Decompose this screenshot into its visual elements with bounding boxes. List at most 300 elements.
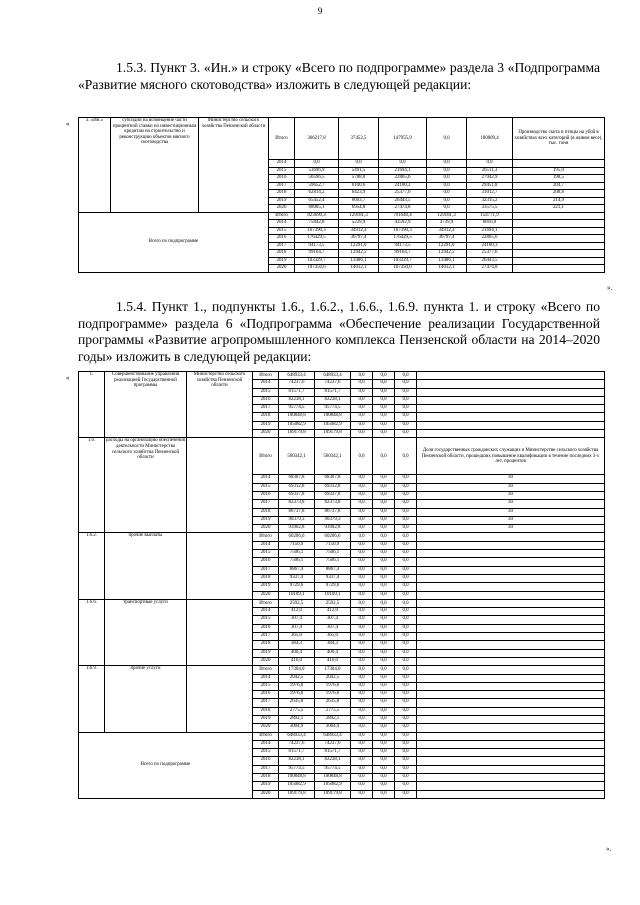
amount-cell: 0,0 xyxy=(395,616,417,624)
page-number: 9 xyxy=(317,6,323,16)
indicator-value-cell xyxy=(513,220,605,228)
amount-cell: 0,0 xyxy=(373,749,395,757)
item-number-cell: 1.6.9. xyxy=(79,666,105,732)
amount-cell: 0,0 xyxy=(351,475,373,483)
indicator-value-cell xyxy=(417,633,605,641)
amount-cell: 82238,1 xyxy=(279,757,315,765)
amount-cell: 0,0 xyxy=(351,550,373,558)
amount-cell: 0,0 xyxy=(351,438,373,475)
year-cell: 2018 xyxy=(269,250,295,258)
amount-cell: 0,0 xyxy=(395,525,417,533)
executor-cell xyxy=(187,533,253,599)
amount-cell: 0,0 xyxy=(427,190,467,198)
amount-cell: 26511,3 xyxy=(467,167,513,175)
amount-cell: 176429,5 xyxy=(379,235,427,243)
amount-cell: 0,0 xyxy=(395,483,417,491)
year-cell: 2015 xyxy=(253,483,279,491)
amount-cell: 2892,1 xyxy=(315,715,351,723)
table1-open-quote: « xyxy=(66,120,70,128)
year-cell: 2018 xyxy=(269,190,295,198)
amount-cell: 0,0 xyxy=(395,641,417,649)
amount-cell: 81571,7 xyxy=(315,388,351,396)
indicator-value-cell xyxy=(417,657,605,665)
amount-cell: 0,0 xyxy=(351,657,373,665)
amount-cell: 129181,3 xyxy=(339,212,379,220)
amount-cell: 0,0 xyxy=(351,699,373,707)
item-name-cell: субсидии на возмещение части процентной ставки по инвестиционным кредитам на строительство и реконструкцию объектов мясного скотоводства xyxy=(111,118,199,213)
indicator-value-cell xyxy=(417,599,605,607)
amount-cell: 60206,6 xyxy=(279,533,315,541)
amount-cell: 0,0 xyxy=(351,616,373,624)
amount-cell: 60206,6 xyxy=(315,533,351,541)
year-cell: 2016 xyxy=(253,396,279,404)
amount-cell: 0,0 xyxy=(427,205,467,213)
year-cell: 2017 xyxy=(269,242,295,250)
year-cell: 2016 xyxy=(253,757,279,765)
amount-cell: 36797,4 xyxy=(427,235,467,243)
amount-cell: 0,0 xyxy=(351,757,373,765)
amount-cell: 0,0 xyxy=(373,699,395,707)
year-cell: Итого xyxy=(253,732,279,740)
item-number-cell: 1.6.6. xyxy=(79,599,105,665)
amount-cell: 0,0 xyxy=(427,118,467,160)
amount-cell: 154771,9 xyxy=(467,212,513,220)
indicator-value-cell: 30 xyxy=(417,500,605,508)
amount-cell: 33575,5 xyxy=(467,205,513,213)
amount-cell: 0,0 xyxy=(395,691,417,699)
indicator-value-cell: 204,7 xyxy=(513,182,605,190)
amount-cell: 34912,3 xyxy=(339,227,379,235)
year-cell: Итого xyxy=(253,599,279,607)
amount-cell: 0,0 xyxy=(395,516,417,524)
amount-cell: 167390,3 xyxy=(379,227,427,235)
amount-cell: 82238,1 xyxy=(315,757,351,765)
indicator-value-cell: 198,5 xyxy=(513,175,605,183)
amount-cell: 2775,5 xyxy=(315,707,351,715)
amount-cell: 0,0 xyxy=(373,583,395,591)
year-cell: 2019 xyxy=(253,421,279,429)
item-name-cell: прочие услуги xyxy=(105,666,187,732)
amount-cell: 0,0 xyxy=(351,649,373,657)
amount-cell: 94173,5 xyxy=(295,242,339,250)
amount-cell: 560342,1 xyxy=(315,438,351,475)
year-cell: 2017 xyxy=(253,765,279,773)
amount-cell: 100848,8 xyxy=(315,413,351,421)
amount-cell: 0,0 xyxy=(351,633,373,641)
amount-cell: 8867,4 xyxy=(315,566,351,574)
amount-cell: 2592,5 xyxy=(279,599,315,607)
indicator-value-cell xyxy=(417,691,605,699)
amount-cell: 31012,7 xyxy=(467,190,513,198)
year-cell: 2016 xyxy=(253,491,279,499)
amount-cell: 7506,1 xyxy=(279,550,315,558)
amount-cell: 384,3 xyxy=(315,641,351,649)
amount-cell: 26443,5 xyxy=(379,197,427,205)
amount-cell: 0,0 xyxy=(351,380,373,388)
amount-cell: 0,0 xyxy=(373,657,395,665)
amount-cell: 0,0 xyxy=(351,533,373,541)
amount-cell: 0,0 xyxy=(351,396,373,404)
indicator-value-cell xyxy=(417,641,605,649)
indicator-value-cell xyxy=(513,250,605,258)
amount-cell: 0,0 xyxy=(395,558,417,566)
amount-cell: 105082,9 xyxy=(279,421,315,429)
amount-cell: 0,0 xyxy=(351,491,373,499)
amount-cell: 2042,5 xyxy=(279,674,315,682)
amount-cell: 0,0 xyxy=(395,430,417,438)
amount-cell: 0,0 xyxy=(373,599,395,607)
indicator-value-cell xyxy=(417,405,605,413)
amount-cell: 0,0 xyxy=(373,715,395,723)
amount-cell: 53696,9 xyxy=(295,167,339,175)
amount-cell: 0,0 xyxy=(351,674,373,682)
item-name-cell: прочие выплаты xyxy=(105,533,187,599)
amount-cell: 27474,8 xyxy=(379,205,427,213)
amount-cell: 0,0 xyxy=(351,740,373,748)
year-cell: 2018 xyxy=(253,508,279,516)
amount-cell: 823690,3 xyxy=(295,212,339,220)
amount-cell: 7506,1 xyxy=(315,558,351,566)
amount-cell: 0,0 xyxy=(373,624,395,632)
amendment-paragraph-1-5-4: 1.5.4. Пункт 1., подпункты 1.6., 1.6.2., 1.6.6., 1.6.9. пункта 1. и строку «Всего по подпрограмме» раздела 6 «Подпрограмма «Обеспечение реализации Государственной программы «Развитие агропромышленного комплекса Пензенской области на 2014–2020 годы» изложить в следующей редакции: xyxy=(78,299,600,364)
indicator-value-cell xyxy=(513,212,605,220)
amount-cell: 12942,5 xyxy=(427,250,467,258)
amount-cell: 0,0 xyxy=(351,682,373,690)
amount-cell: 0,0 xyxy=(395,533,417,541)
amount-cell: 0,0 xyxy=(395,682,417,690)
amount-cell: 1976,6 xyxy=(315,682,351,690)
item-name-cell: Совершенствование управления реализацией Государственной программы xyxy=(105,372,187,438)
amount-cell: 21694,1 xyxy=(467,227,513,235)
amount-cell: 10109,1 xyxy=(279,591,315,599)
amount-cell: 0,0 xyxy=(351,430,373,438)
indicator-value-cell xyxy=(417,558,605,566)
amount-cell: 0,0 xyxy=(373,616,395,624)
year-cell: 2014 xyxy=(253,380,279,388)
indicator-value-cell xyxy=(417,413,605,421)
amount-cell: 43592,9 xyxy=(379,220,427,228)
amount-cell: 68307,8 xyxy=(315,475,351,483)
amount-cell: 109179,8 xyxy=(279,430,315,438)
indicator-value-cell xyxy=(417,430,605,438)
amount-cell: 648933,4 xyxy=(279,372,315,380)
amount-cell: 36797,4 xyxy=(339,235,379,243)
amount-cell: 13486,1 xyxy=(427,257,467,265)
amount-cell: 12291,0 xyxy=(427,242,467,250)
amount-cell: 0,0 xyxy=(373,674,395,682)
amount-cell: 0,0 xyxy=(395,591,417,599)
amount-cell: 75842,8 xyxy=(295,220,339,228)
year-cell: 2017 xyxy=(253,500,279,508)
indicator-value-cell: 30 xyxy=(417,525,605,533)
indicator-value-cell xyxy=(417,624,605,632)
amount-cell: 0,0 xyxy=(395,724,417,732)
amount-cell: 32315,2 xyxy=(467,197,513,205)
amount-cell: 69337,8 xyxy=(279,491,315,499)
table-row xyxy=(79,118,605,160)
amount-cell: 167390,3 xyxy=(295,227,339,235)
table-program-implementation-subprogram xyxy=(78,371,605,799)
amount-cell: 0,0 xyxy=(351,591,373,599)
indicator-value-cell xyxy=(417,749,605,757)
amount-cell: 0,0 xyxy=(379,160,427,168)
indicator-value-cell: 195,0 xyxy=(513,167,605,175)
amount-cell: 176429,5 xyxy=(295,235,339,243)
indicator-value-cell xyxy=(417,649,605,657)
year-cell: 2019 xyxy=(269,257,295,265)
amount-cell: 27474,8 xyxy=(467,265,513,273)
amount-cell: 9729,6 xyxy=(279,583,315,591)
indicator-value-cell xyxy=(417,715,605,723)
amount-cell: 180809,4 xyxy=(467,118,513,160)
amount-cell: 0,0 xyxy=(373,483,395,491)
indicator-value-cell xyxy=(417,421,605,429)
amount-cell: 3004,9 xyxy=(315,724,351,732)
amount-cell: 56596,5 xyxy=(295,175,339,183)
amount-cell: 17304,0 xyxy=(315,666,351,674)
amount-cell: 0,0 xyxy=(351,508,373,516)
indicator-value-cell xyxy=(417,765,605,773)
amount-cell: 13486,1 xyxy=(339,257,379,265)
amount-cell: 22865,6 xyxy=(379,175,427,183)
item-name-cell: транспортные услуги xyxy=(105,599,187,665)
amount-cell: 0,0 xyxy=(395,765,417,773)
year-cell: 2020 xyxy=(269,265,295,273)
year-cell: 2019 xyxy=(253,782,279,790)
total-label-cell: Всего по подпрограмме xyxy=(79,212,269,272)
year-cell: 2020 xyxy=(253,724,279,732)
amount-cell: 0,0 xyxy=(351,732,373,740)
amount-cell: 307,4 xyxy=(315,616,351,624)
amount-cell: 14012,1 xyxy=(339,265,379,273)
amount-cell: 69312,8 xyxy=(279,483,315,491)
amount-cell: 9729,6 xyxy=(315,583,351,591)
table-row xyxy=(79,666,605,674)
amount-cell: 9337,4 xyxy=(315,574,351,582)
indicator-value-cell: 208,8 xyxy=(513,190,605,198)
amount-cell: 648933,4 xyxy=(315,732,351,740)
amount-cell: 0,0 xyxy=(373,774,395,782)
amount-cell: 109179,8 xyxy=(315,790,351,798)
amount-cell: 0,0 xyxy=(351,372,373,380)
amount-cell: 7150,9 xyxy=(315,541,351,549)
indicator-name-cell: Производство скота и птицы на убой в хозяйствах всех категорий (в живом весе), тыс. тонн xyxy=(513,118,605,160)
year-cell: 2015 xyxy=(269,167,295,175)
amendment-paragraph-1-5-3: 1.5.3. Пункт 3. «Ин.» и строку «Всего по подпрограмме» раздела 3 «Подпрограмма «Развитие мясного скотоводства» изложить в следующей редакции: xyxy=(78,60,600,92)
amount-cell: 105082,9 xyxy=(315,421,351,429)
table1-close-quote: ». xyxy=(607,284,613,292)
amount-cell: 0,0 xyxy=(351,541,373,549)
year-cell: 2015 xyxy=(253,749,279,757)
amount-cell: 0,0 xyxy=(351,707,373,715)
amount-cell: 103329,7 xyxy=(295,257,339,265)
indicator-value-cell xyxy=(417,666,605,674)
amount-cell: 5491,5 xyxy=(339,167,379,175)
indicator-value-cell xyxy=(417,782,605,790)
amount-cell: 0,0 xyxy=(395,396,417,404)
amount-cell: 8867,4 xyxy=(279,566,315,574)
year-cell: 2015 xyxy=(253,682,279,690)
amount-cell: 0,0 xyxy=(351,405,373,413)
amount-cell: 0,0 xyxy=(395,550,417,558)
year-cell: 2017 xyxy=(253,405,279,413)
year-cell: Итого xyxy=(269,118,295,160)
amount-cell: 0,0 xyxy=(373,541,395,549)
year-cell: 2014 xyxy=(253,541,279,549)
table-row xyxy=(79,212,605,220)
indicator-value-cell xyxy=(513,265,605,273)
amount-cell: 6693,7 xyxy=(339,197,379,205)
indicator-value-cell xyxy=(417,574,605,582)
amount-cell: 0,0 xyxy=(351,641,373,649)
table2-close-quote: ». xyxy=(606,845,612,853)
indicator-value-cell xyxy=(513,242,605,250)
amount-cell: 5788,0 xyxy=(339,175,379,183)
amount-cell: 82238,1 xyxy=(315,396,351,404)
amount-cell: 1976,6 xyxy=(279,682,315,690)
year-cell: 2020 xyxy=(253,430,279,438)
year-cell: 2020 xyxy=(253,525,279,533)
amount-cell: 0,0 xyxy=(373,566,395,574)
amount-cell: 0,0 xyxy=(427,160,467,168)
amount-cell: 2042,5 xyxy=(315,674,351,682)
indicator-value-cell xyxy=(417,550,605,558)
table-row xyxy=(79,599,605,607)
amount-cell: 2775,5 xyxy=(279,707,315,715)
year-cell: 2018 xyxy=(253,574,279,582)
indicator-value-cell xyxy=(513,257,605,265)
amount-cell: 86737,8 xyxy=(279,508,315,516)
amount-cell: 7506,1 xyxy=(279,558,315,566)
amount-cell: 0,0 xyxy=(373,508,395,516)
amount-cell: 0,0 xyxy=(395,566,417,574)
amount-cell: 0,0 xyxy=(395,421,417,429)
amount-cell: 0,0 xyxy=(395,649,417,657)
indicator-value-cell xyxy=(417,707,605,715)
amount-cell: 0,0 xyxy=(395,633,417,641)
year-cell: 2019 xyxy=(253,516,279,524)
year-cell: 2020 xyxy=(253,657,279,665)
amount-cell: 0,0 xyxy=(427,197,467,205)
item-number-cell: 3. «Ин.» xyxy=(79,118,111,213)
amount-cell: 7506,1 xyxy=(315,550,351,558)
year-cell: 2020 xyxy=(253,591,279,599)
amount-cell: 0,0 xyxy=(351,558,373,566)
amount-cell: 0,0 xyxy=(351,483,373,491)
amount-cell: 0,0 xyxy=(373,740,395,748)
amount-cell: 0,0 xyxy=(373,372,395,380)
amount-cell: 0,0 xyxy=(351,749,373,757)
amount-cell: 0,0 xyxy=(395,475,417,483)
year-cell: 2015 xyxy=(269,227,295,235)
amount-cell: 12942,5 xyxy=(339,250,379,258)
year-cell: 2016 xyxy=(253,624,279,632)
amount-cell: 74237,6 xyxy=(279,380,315,388)
amount-cell: 412,0 xyxy=(279,608,315,616)
year-cell: 2014 xyxy=(269,160,295,168)
amount-cell: 82238,1 xyxy=(279,396,315,404)
amount-cell: 26443,5 xyxy=(467,257,513,265)
amount-cell: 0,0 xyxy=(427,175,467,183)
year-cell: 2017 xyxy=(253,699,279,707)
amount-cell: 100848,8 xyxy=(315,774,351,782)
amount-cell: 93902,8 xyxy=(279,525,315,533)
amount-cell: 0,0 xyxy=(395,740,417,748)
year-cell: Итого xyxy=(253,372,279,380)
indicator-value-cell: 221,1 xyxy=(513,205,605,213)
amount-cell: 0,0 xyxy=(395,732,417,740)
amount-cell: 366217,8 xyxy=(295,118,339,160)
amount-cell: 0,0 xyxy=(373,724,395,732)
indicator-value-cell xyxy=(417,732,605,740)
amount-cell: 0,0 xyxy=(373,608,395,616)
indicator-value-cell xyxy=(513,235,605,243)
total-label-cell: Всего по подпрограмме xyxy=(79,732,253,798)
table-row xyxy=(79,372,605,380)
indicator-value-cell xyxy=(417,774,605,782)
amount-cell: 0,0 xyxy=(395,380,417,388)
amount-cell: 86737,8 xyxy=(315,508,351,516)
amount-cell: 0,0 xyxy=(373,550,395,558)
year-cell: 2018 xyxy=(253,774,279,782)
year-cell: Итого xyxy=(253,533,279,541)
indicator-name-cell: Доля государственных гражданских служащих в Министерстве сельского хозяйства Пензенской области, прошедших повышение квалификации в течение последних 3-х лет, процентов xyxy=(417,438,605,475)
amount-cell: 0,0 xyxy=(373,782,395,790)
year-cell: 2015 xyxy=(253,388,279,396)
amount-cell: 0,0 xyxy=(395,599,417,607)
amount-cell: 1976,6 xyxy=(279,691,315,699)
amount-cell: 14012,1 xyxy=(427,265,467,273)
amount-cell: 74237,6 xyxy=(315,380,351,388)
amount-cell: 0,0 xyxy=(351,574,373,582)
amount-cell: 384,3 xyxy=(279,641,315,649)
amount-cell: 0,0 xyxy=(395,574,417,582)
amount-cell: 0,0 xyxy=(373,491,395,499)
indicator-value-cell xyxy=(417,724,605,732)
indicator-value-cell xyxy=(417,616,605,624)
amount-cell: 37452,5 xyxy=(339,118,379,160)
year-cell: 2014 xyxy=(253,608,279,616)
amount-cell: 648933,4 xyxy=(279,732,315,740)
item-number-cell: 1.6.2. xyxy=(79,533,105,599)
table-row xyxy=(79,732,605,740)
year-cell: Итого xyxy=(253,666,279,674)
amount-cell: 5239,9 xyxy=(339,220,379,228)
amount-cell: 0,0 xyxy=(395,500,417,508)
amount-cell: 90379,3 xyxy=(315,516,351,524)
amount-cell: 59652,7 xyxy=(295,182,339,190)
amount-cell: 0,0 xyxy=(351,624,373,632)
indicator-value-cell xyxy=(417,566,605,574)
amount-cell: 0,0 xyxy=(395,749,417,757)
year-cell: 2018 xyxy=(253,641,279,649)
amount-cell: 0,0 xyxy=(395,790,417,798)
amount-cell: 90379,3 xyxy=(279,516,315,524)
year-cell: 2017 xyxy=(253,633,279,641)
amount-cell: 0,0 xyxy=(351,421,373,429)
amount-cell: 0,0 xyxy=(373,430,395,438)
amount-cell: 0,0 xyxy=(373,790,395,798)
amount-cell: 365,0 xyxy=(315,633,351,641)
amount-cell: 0,0 xyxy=(373,666,395,674)
table-row xyxy=(79,533,605,541)
indicator-value-cell xyxy=(417,757,605,765)
amount-cell: 62814,2 xyxy=(295,190,339,198)
amount-cell: 0,0 xyxy=(373,438,395,475)
executor-cell xyxy=(187,599,253,665)
amount-cell: 105082,9 xyxy=(315,782,351,790)
amount-cell: 0,0 xyxy=(373,641,395,649)
